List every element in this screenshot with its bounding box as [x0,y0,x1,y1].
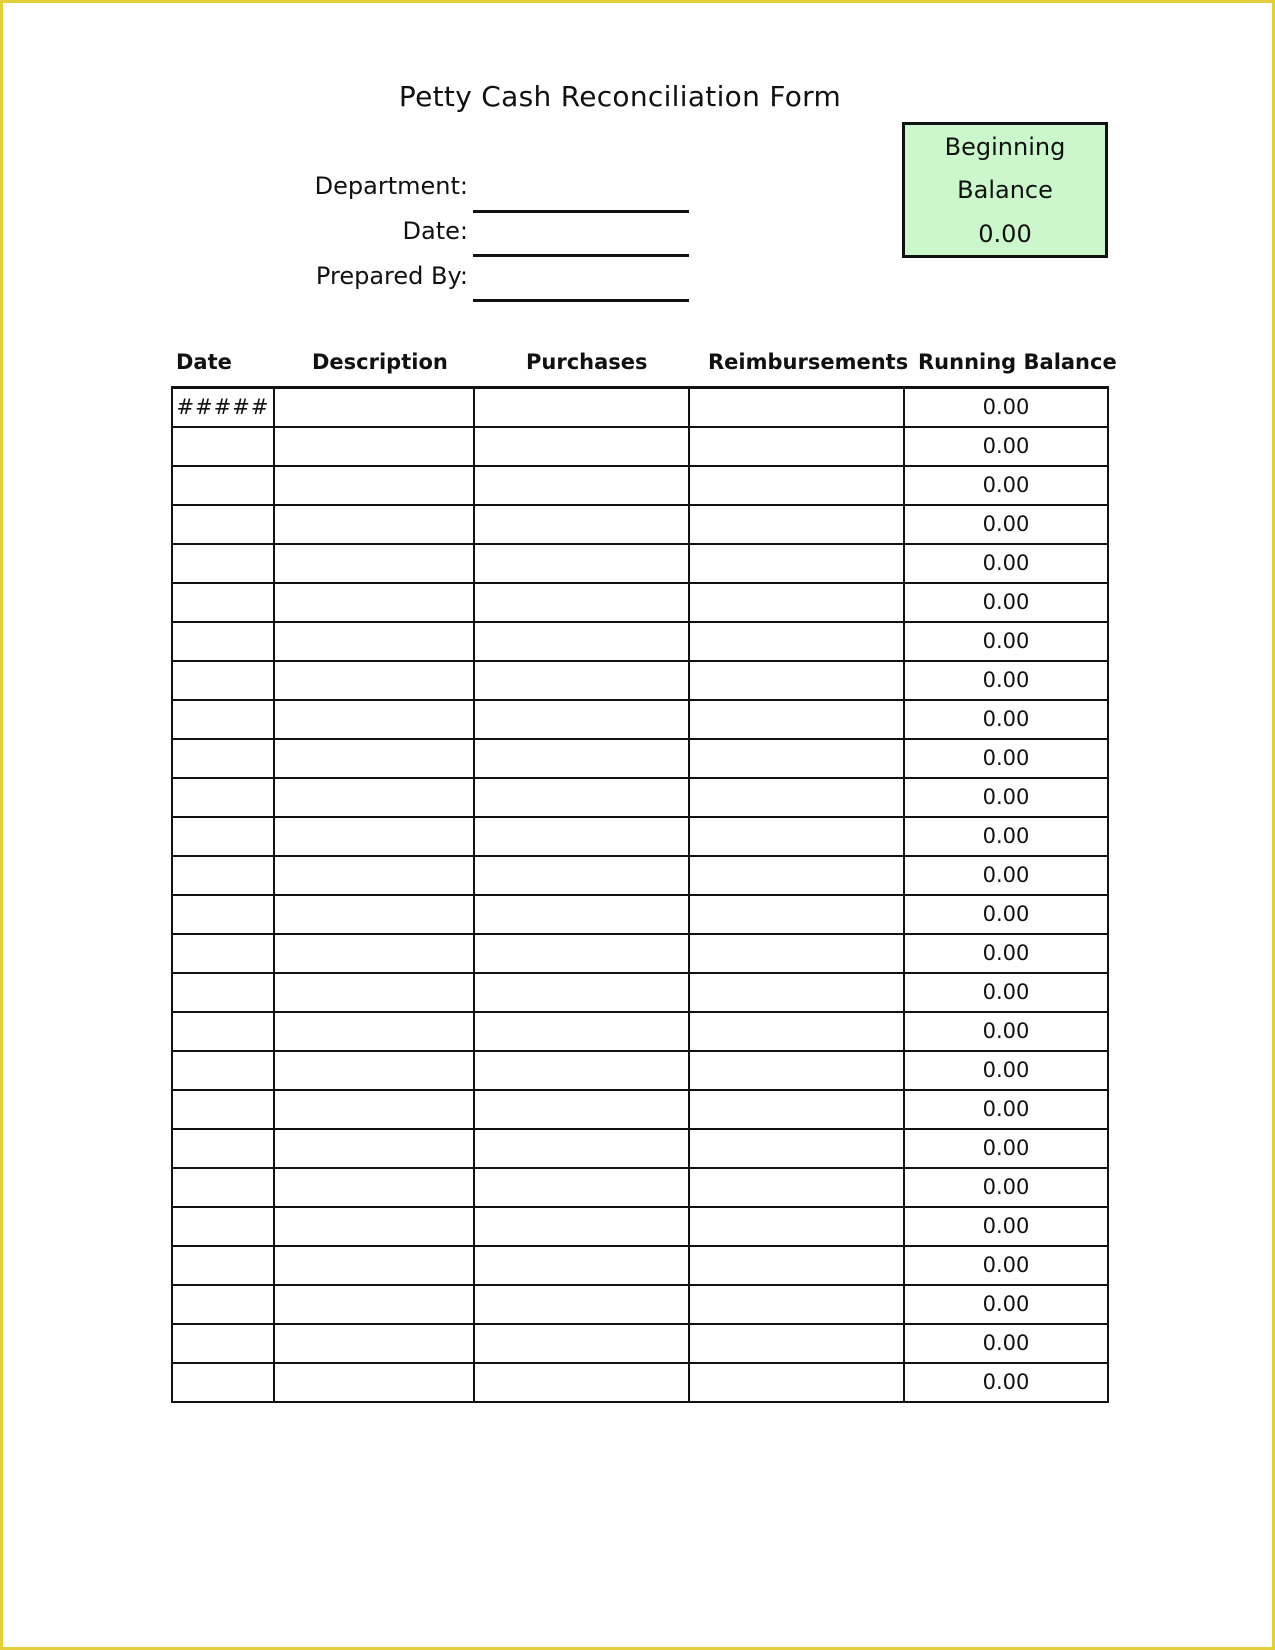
purchases-cell[interactable] [474,1285,689,1324]
purchases-cell[interactable] [474,427,689,466]
table-row [172,739,1108,778]
reimbursements-cell[interactable] [689,466,904,505]
table-row [172,817,1108,856]
reimbursements-cell[interactable] [689,661,904,700]
reimbursements-cell[interactable] [689,1207,904,1246]
table-row [172,583,1108,622]
date-cell[interactable] [172,817,274,856]
description-cell[interactable] [274,427,474,466]
reimbursements-cell[interactable] [689,1051,904,1090]
purchases-cell[interactable] [474,1363,689,1402]
running-balance-cell[interactable]: 0.00 [904,388,1108,427]
description-cell[interactable] [274,466,474,505]
date-cell[interactable] [172,1207,274,1246]
running-balance-cell[interactable]: 0.00 [904,1207,1108,1246]
date-cell[interactable] [172,778,274,817]
table-row [172,1129,1108,1168]
date-label: Date: [402,217,468,245]
running-balance-cell[interactable]: 0.00 [904,1324,1108,1363]
description-cell[interactable] [274,856,474,895]
description-cell[interactable] [274,388,474,427]
table-row [172,622,1108,661]
description-cell[interactable] [274,1285,474,1324]
date-cell[interactable] [172,1324,274,1363]
table-row [172,1051,1108,1090]
reimbursements-cell[interactable] [689,817,904,856]
date-cell[interactable] [172,661,274,700]
description-cell[interactable] [274,1324,474,1363]
purchases-cell[interactable] [474,1090,689,1129]
table-row [172,427,1108,466]
running-balance-cell[interactable]: 0.00 [904,583,1108,622]
purchases-cell[interactable] [474,1246,689,1285]
beginning-balance-label-line1: Beginning [944,133,1066,161]
purchases-cell[interactable] [474,739,689,778]
beginning-balance-label-line2: Balance [957,176,1053,204]
prepared-by-label: Prepared By: [315,262,468,290]
table-row [172,544,1108,583]
beginning-balance-value[interactable]: 0.00 [978,220,1032,248]
running-balance-cell[interactable]: 0.00 [904,973,1108,1012]
purchases-cell[interactable] [474,934,689,973]
description-cell[interactable] [274,778,474,817]
table-row [172,1012,1108,1051]
table-row [172,1090,1108,1129]
purchases-cell[interactable] [474,817,689,856]
description-cell[interactable] [274,544,474,583]
reimbursements-cell[interactable] [689,934,904,973]
table-row [172,1363,1108,1402]
reimbursements-cell[interactable] [689,1363,904,1402]
reimbursements-cell[interactable] [689,388,904,427]
beginning-balance-box [902,122,1108,258]
date-cell[interactable] [172,1363,274,1402]
running-balance-cell[interactable]: 0.00 [904,1168,1108,1207]
table-row [172,388,1108,427]
description-cell[interactable] [274,1168,474,1207]
date-cell[interactable] [172,895,274,934]
table-row [172,466,1108,505]
purchases-cell[interactable] [474,1168,689,1207]
reimbursements-cell[interactable] [689,622,904,661]
purchases-cell[interactable] [474,1129,689,1168]
description-cell[interactable] [274,661,474,700]
date-cell[interactable] [172,856,274,895]
running-balance-cell[interactable]: 0.00 [904,739,1108,778]
description-cell[interactable] [274,934,474,973]
purchases-cell[interactable] [474,1324,689,1363]
description-cell[interactable] [274,583,474,622]
running-balance-cell[interactable]: 0.00 [904,1051,1108,1090]
prepared-by-field[interactable] [473,299,689,302]
running-balance-cell[interactable]: 0.00 [904,1363,1108,1402]
reimbursements-cell[interactable] [689,778,904,817]
purchases-cell[interactable] [474,778,689,817]
purchases-cell[interactable] [474,1051,689,1090]
table-row [172,895,1108,934]
running-balance-cell[interactable]: 0.00 [904,427,1108,466]
running-balance-cell[interactable]: 0.00 [904,934,1108,973]
reimbursements-cell[interactable] [689,739,904,778]
table-row [172,1168,1108,1207]
date-cell[interactable] [172,466,274,505]
col-header-purchases: Purchases [526,350,648,374]
col-header-running-balance: Running Balance [918,350,1117,374]
reimbursements-cell[interactable] [689,973,904,1012]
purchases-cell[interactable] [474,661,689,700]
running-balance-cell[interactable]: 0.00 [904,1129,1108,1168]
description-cell[interactable] [274,817,474,856]
purchases-cell[interactable] [474,973,689,1012]
purchases-cell[interactable] [474,700,689,739]
reimbursements-cell[interactable] [689,583,904,622]
table-row [172,934,1108,973]
date-cell[interactable] [172,1285,274,1324]
running-balance-cell[interactable]: 0.00 [904,778,1108,817]
table-row [172,1207,1108,1246]
date-cell[interactable] [172,622,274,661]
form-title: Petty Cash Reconciliation Form [398,80,842,113]
reimbursements-cell[interactable] [689,856,904,895]
date-cell[interactable] [172,1246,274,1285]
table-row [172,700,1108,739]
date-cell[interactable] [172,700,274,739]
date-cell[interactable] [172,544,274,583]
description-cell[interactable] [274,895,474,934]
table-row [172,505,1108,544]
running-balance-cell[interactable]: 0.00 [904,661,1108,700]
purchases-cell[interactable] [474,583,689,622]
table-row [172,661,1108,700]
reimbursements-cell[interactable] [689,1285,904,1324]
reimbursements-cell[interactable] [689,1090,904,1129]
purchases-cell[interactable] [474,1207,689,1246]
running-balance-cell[interactable]: 0.00 [904,895,1108,934]
description-cell[interactable] [274,973,474,1012]
col-header-date: Date [176,350,232,374]
running-balance-cell[interactable]: 0.00 [904,1090,1108,1129]
purchases-cell[interactable] [474,466,689,505]
running-balance-cell[interactable]: 0.00 [904,1012,1108,1051]
description-cell[interactable] [274,1363,474,1402]
date-cell[interactable] [172,427,274,466]
col-header-description: Description [312,350,448,374]
department-field[interactable] [473,210,689,213]
description-cell[interactable] [274,1207,474,1246]
running-balance-cell[interactable]: 0.00 [904,817,1108,856]
date-cell[interactable] [172,1168,274,1207]
description-cell[interactable] [274,1090,474,1129]
table-row [172,856,1108,895]
running-balance-cell[interactable]: 0.00 [904,622,1108,661]
department-label: Department: [314,172,468,200]
description-cell[interactable] [274,700,474,739]
running-balance-cell[interactable]: 0.00 [904,1246,1108,1285]
running-balance-cell[interactable]: 0.00 [904,856,1108,895]
description-cell[interactable] [274,622,474,661]
running-balance-cell[interactable]: 0.00 [904,466,1108,505]
purchases-cell[interactable] [474,1012,689,1051]
table-row [172,1324,1108,1363]
reimbursements-cell[interactable] [689,1246,904,1285]
table-row [172,778,1108,817]
transactions-table [171,386,1109,1403]
purchases-cell[interactable] [474,895,689,934]
description-cell[interactable] [274,1246,474,1285]
reimbursements-cell[interactable] [689,1012,904,1051]
description-cell[interactable] [274,739,474,778]
reimbursements-cell[interactable] [689,1129,904,1168]
date-cell[interactable] [172,1129,274,1168]
reimbursements-cell[interactable] [689,1324,904,1363]
running-balance-cell[interactable]: 0.00 [904,700,1108,739]
running-balance-cell[interactable]: 0.00 [904,544,1108,583]
purchases-cell[interactable] [474,505,689,544]
date-cell[interactable] [172,1090,274,1129]
col-header-reimbursements: Reimbursements [708,350,909,374]
reimbursements-cell[interactable] [689,544,904,583]
description-cell[interactable] [274,1129,474,1168]
purchases-cell[interactable] [474,388,689,427]
reimbursements-cell[interactable] [689,895,904,934]
date-cell[interactable] [172,973,274,1012]
running-balance-cell[interactable]: 0.00 [904,1285,1108,1324]
description-cell[interactable] [274,505,474,544]
running-balance-cell[interactable]: 0.00 [904,505,1108,544]
date-cell[interactable] [172,1012,274,1051]
reimbursements-cell[interactable] [689,700,904,739]
date-cell[interactable] [172,934,274,973]
description-cell[interactable] [274,1012,474,1051]
date-cell[interactable] [172,505,274,544]
date-cell[interactable]: ##### [172,388,274,427]
reimbursements-cell[interactable] [689,505,904,544]
table-row [172,1246,1108,1285]
date-cell[interactable] [172,583,274,622]
purchases-cell[interactable] [474,544,689,583]
date-cell[interactable] [172,1051,274,1090]
purchases-cell[interactable] [474,856,689,895]
description-cell[interactable] [274,1051,474,1090]
reimbursements-cell[interactable] [689,427,904,466]
date-cell[interactable] [172,739,274,778]
table-row [172,973,1108,1012]
purchases-cell[interactable] [474,622,689,661]
table-row [172,1285,1108,1324]
reimbursements-cell[interactable] [689,1168,904,1207]
date-field[interactable] [473,254,689,257]
